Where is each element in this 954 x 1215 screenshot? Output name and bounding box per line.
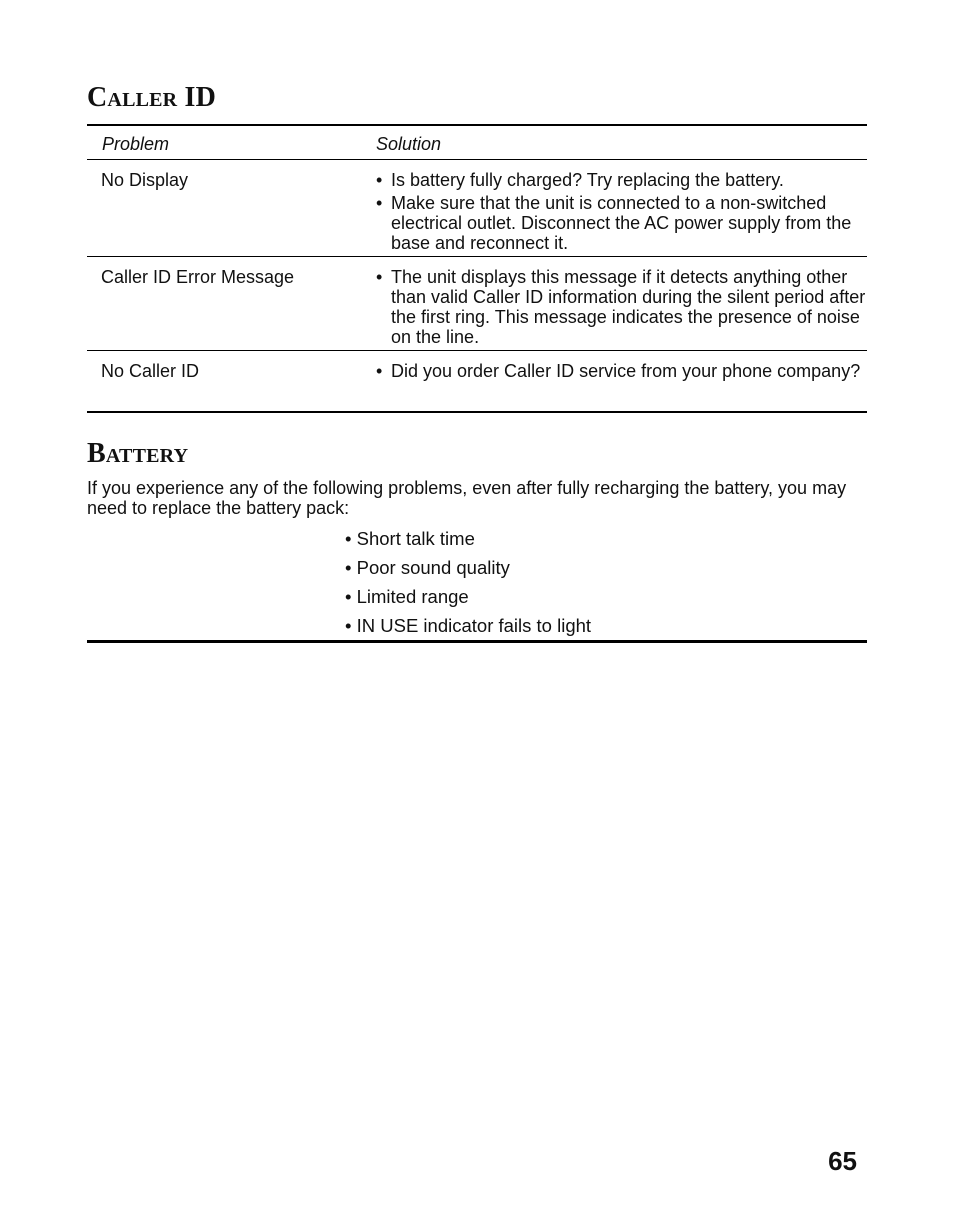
- solution-item: [376, 193, 867, 253]
- solution-text: Is battery fully charged? Try replacing the battery.: [391, 170, 784, 190]
- bullet-icon: •: [376, 361, 383, 381]
- problem-cell: No Caller ID: [101, 361, 200, 381]
- table-row: [87, 160, 867, 257]
- battery-intro: If you experience any of the following problems, even after fully recharging the battery, you may need to replace the battery pack:: [87, 478, 847, 518]
- solution-text: The unit displays this message if it detects anything other than valid Caller ID information during the silent period after the first ring. This message indicates the presence of noise on the line.: [391, 267, 866, 347]
- list-item: • Limited range: [345, 586, 469, 607]
- list-item: • IN USE indicator fails to light: [345, 615, 592, 636]
- solution-text: Did you order Caller ID service from your phone company?: [391, 361, 861, 381]
- list-item: • Short talk time: [345, 528, 475, 549]
- section-divider: [87, 640, 867, 643]
- bullet-icon: •: [376, 267, 383, 287]
- list-item: • Poor sound quality: [345, 557, 510, 578]
- solution-item: [376, 267, 867, 347]
- solution-list: [376, 361, 867, 381]
- column-header-problem: Problem: [87, 125, 361, 160]
- solution-list: [376, 267, 867, 347]
- page-number: 65: [828, 1146, 857, 1176]
- solution-cell: [361, 257, 867, 351]
- battery-heading: Battery: [87, 438, 189, 469]
- solution-cell: [361, 351, 867, 413]
- bullet-icon: •: [376, 170, 383, 190]
- solution-item: [376, 361, 867, 381]
- table-row: [87, 351, 867, 413]
- troubleshooting-table: [87, 124, 867, 413]
- solution-item: [376, 170, 867, 190]
- table-row: [87, 257, 867, 351]
- caller-id-heading: Caller ID: [87, 82, 217, 113]
- problem-cell: Caller ID Error Message: [87, 257, 361, 351]
- solution-list: [376, 170, 867, 253]
- solution-text: Make sure that the unit is connected to a non-switched electrical outlet. Disconnect the AC power supply from the base and reconnect it.: [391, 193, 852, 253]
- battery-problem-list: [345, 524, 591, 640]
- column-header-solution: Solution: [361, 125, 867, 160]
- solution-cell: [361, 160, 867, 257]
- bullet-icon: •: [376, 193, 383, 213]
- problem-cell: No Display: [87, 160, 361, 257]
- table-header-row: [87, 125, 867, 160]
